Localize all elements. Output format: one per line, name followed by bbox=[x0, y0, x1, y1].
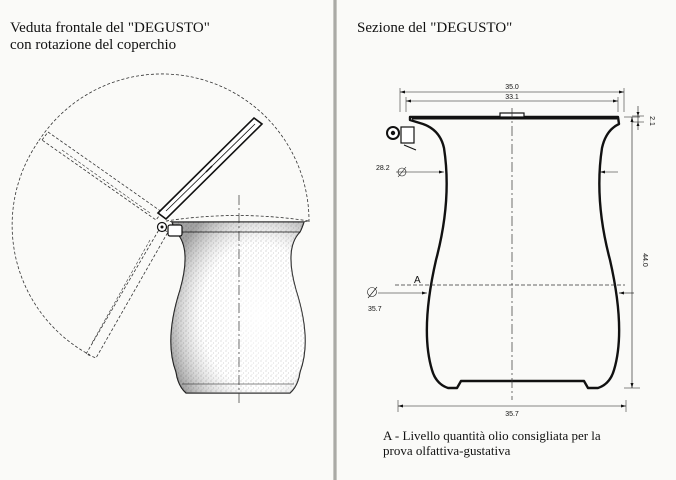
caption-line1: A - Livello quantità olio consigliata per la bbox=[383, 428, 601, 443]
caption-line2: prova olfattiva-gustativa bbox=[383, 443, 511, 458]
ghost-lid-horizontal bbox=[42, 132, 162, 220]
left-title-line2: con rotazione del coperchio bbox=[10, 37, 177, 53]
dim-base-width: 35.7 bbox=[505, 411, 519, 418]
lid-rotation-arc-lower bbox=[12, 142, 90, 355]
vessel-profile bbox=[410, 117, 619, 388]
dim-total-height: 44.0 bbox=[641, 253, 648, 267]
section-clasp bbox=[401, 127, 414, 143]
left-title-line1: Veduta frontale del "DEGUSTO" bbox=[10, 20, 210, 36]
hinge-clasp bbox=[168, 225, 182, 236]
section-view-drawing bbox=[368, 84, 656, 418]
right-page-title: Sezione del "DEGUSTO" bbox=[357, 20, 513, 36]
dim-top-outer: 35.0 bbox=[505, 84, 519, 91]
caption bbox=[383, 428, 663, 458]
front-view-drawing bbox=[12, 74, 309, 405]
dim-rim-height: 2.1 bbox=[648, 116, 655, 126]
level-marker: A bbox=[414, 275, 421, 286]
dim-top-inner: 33.1 bbox=[505, 94, 519, 101]
dim-neck-diameter: 28.2 bbox=[376, 165, 390, 172]
ghost-lid-down bbox=[86, 228, 168, 358]
dim-belly-diameter: 35.7 bbox=[368, 306, 382, 313]
